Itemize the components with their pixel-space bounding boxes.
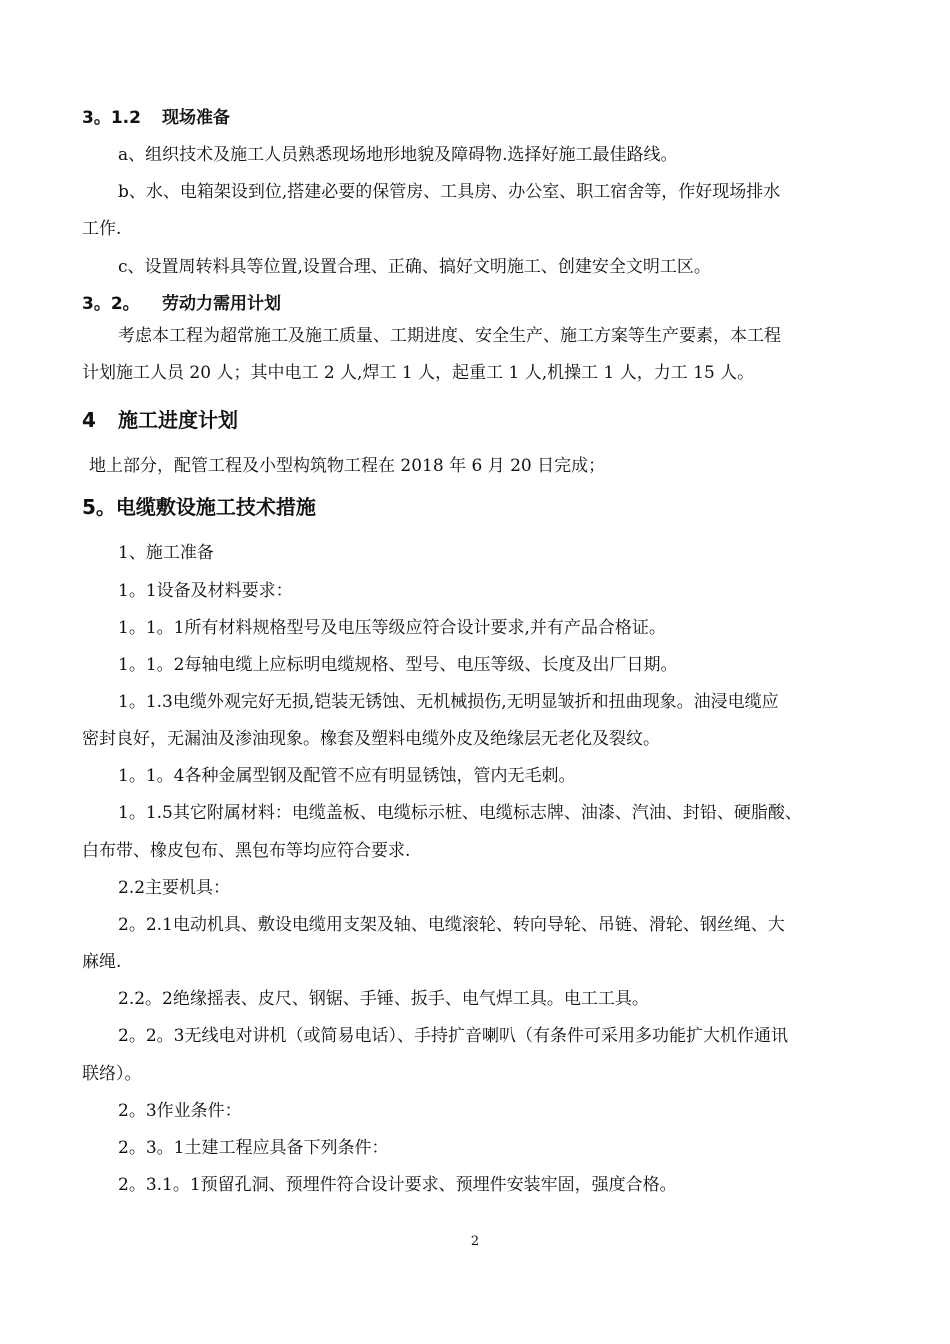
section-heading-5: 5。电缆敷设施工技术措施 [82,495,316,519]
list-item: 1。1。4各种金属型钢及配管不应有明显锈蚀，管内无毛刺。 [118,766,576,786]
list-item: 2。2。3无线电对讲机（或简易电话）、手持扩音喇叭（有条件可采用多功能扩大机作通讯 [118,1026,788,1046]
list-item: 2.2主要机具： [118,878,231,898]
section-number: 3。2。 [82,294,140,314]
paragraph-labor-continued: 计划施工人员 20 人；其中电工 2 人,焊工 1 人，起重工 1 人,机操工 1 人，力工 15 人。 [82,363,755,383]
list-item: 1、施工准备 [118,543,214,563]
list-item-continued: 白布带、橡皮包布、黑包布等均应符合要求. [82,841,411,861]
list-item-continued: 密封良好，无漏油及渗油现象。橡套及塑料电缆外皮及绝缘层无老化及裂纹。 [82,729,660,749]
section-heading-3-1-2 [82,106,230,130]
section-number: 4 [82,408,96,432]
paragraph-b: b、水、电箱架设到位,搭建必要的保管房、工具房、办公室、职工宿舍等，作好现场排水 [118,182,781,202]
list-item: 1。1.3电缆外观完好无损,铠装无锈蚀、无机械损伤,无明显皱折和扭曲现象。油浸电缆应 [118,692,779,712]
list-item: 2。3。1土建工程应具备下列条件： [118,1138,389,1158]
list-item-continued: 麻绳. [82,952,122,972]
section-number: 3。1.2 [82,108,141,128]
section-title: 施工进度计划 [118,408,238,432]
section-heading-3-2 [82,292,281,316]
paragraph-schedule: 地上部分，配管工程及小型构筑物工程在 2018 年 6 月 20 日完成； [89,456,606,476]
list-item: 1。1.5其它附属材料：电缆盖板、电缆标示桩、电缆标志牌、油漆、汽油、封铅、硬脂酸、 [118,803,802,823]
list-item: 2。3作业条件： [118,1101,242,1121]
list-item: 2.2。2绝缘摇表、皮尺、钢锯、手锤、扳手、电气焊工具。电工工具。 [118,989,649,1009]
list-item: 1。1。2每轴电缆上应标明电缆规格、型号、电压等级、长度及出厂日期。 [118,655,678,675]
list-item: 2。2.1电动机具、敷设电缆用支架及轴、电缆滚轮、转向导轮、吊链、滑轮、钢丝绳、大 [118,915,785,935]
list-item-continued: 联络）。 [82,1064,142,1084]
paragraph-c: c、设置周转料具等位置,设置合理、正确、搞好文明施工、创建安全文明工区。 [118,257,711,277]
paragraph-labor: 考虑本工程为超常施工及施工质量、工期进度、安全生产、施工方案等生产要素，本工程 [118,326,781,346]
section-title: 现场准备 [162,108,230,128]
page-number: 2 [470,1234,480,1249]
paragraph-b-continued: 工作. [82,219,122,239]
paragraph-a: a、组织技术及施工人员熟悉现场地形地貌及障碍物.选择好施工最佳路线。 [118,145,678,165]
list-item: 1。1。1所有材料规格型号及电压等级应符合设计要求,并有产品合格证。 [118,618,666,638]
list-item: 1。1设备及材料要求： [118,581,293,601]
list-item: 2。3.1。1预留孔洞、预埋件符合设计要求、预埋件安装牢固，强度合格。 [118,1175,677,1195]
section-title: 劳动力需用计划 [162,294,281,314]
section-heading-4 [82,406,238,434]
